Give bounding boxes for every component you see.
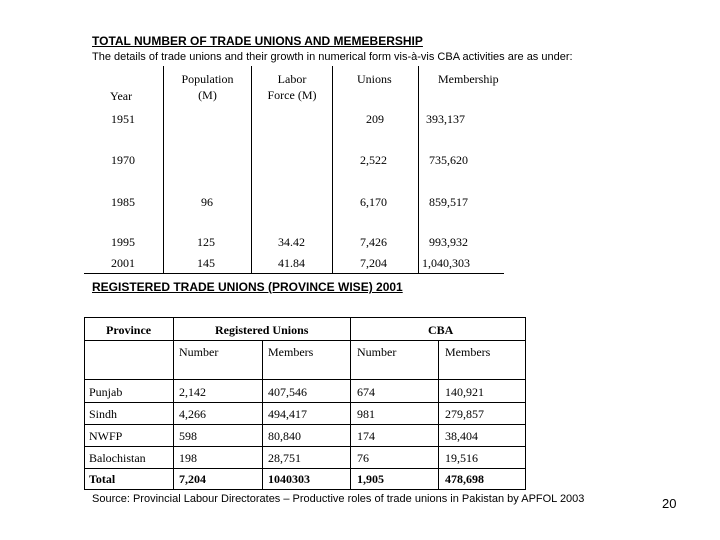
header-labor-line1: Labor	[277, 72, 307, 86]
cell-cba-members: 279,857	[445, 407, 484, 421]
cell-membership: 1,040,303	[422, 256, 470, 270]
header-population-line1: Population	[181, 72, 234, 86]
cell-population: 125	[197, 235, 215, 249]
cell-membership: 993,932	[429, 235, 468, 249]
table2-line	[84, 489, 526, 490]
cell-population: 96	[201, 195, 213, 209]
cell-cba-number: 981	[357, 407, 375, 421]
cell-year: 1951	[111, 112, 135, 126]
cell-reg-number: 2,142	[179, 385, 206, 399]
cell-cba-members: 140,921	[445, 385, 484, 399]
table2-line	[262, 340, 263, 490]
table2-line	[84, 379, 526, 380]
table2-line	[84, 340, 526, 341]
cell-cba-number: 174	[357, 429, 375, 443]
header-registered-unions: Registered Unions	[215, 323, 309, 337]
cell-reg-number: 4,266	[179, 407, 206, 421]
header-population	[164, 71, 251, 103]
cell-cba-members: 478,698	[445, 472, 484, 486]
table2-line	[173, 340, 174, 490]
cell-population: 145	[197, 256, 215, 270]
cell-unions: 7,204	[360, 256, 387, 270]
table2-line	[84, 468, 526, 469]
cell-year: 1985	[111, 195, 135, 209]
cell-membership: 859,517	[429, 195, 468, 209]
cell-cba-number: 674	[357, 385, 375, 399]
cell-reg-members: 494,417	[268, 407, 307, 421]
header-members: Members	[445, 345, 491, 359]
cell-cba-members: 38,404	[445, 429, 478, 443]
header-membership: Membership	[438, 72, 499, 86]
cell-reg-members: 407,546	[268, 385, 307, 399]
header-cba: CBA	[428, 323, 454, 337]
description-text: The details of trade unions and their growth in numerical form vis-à-vis CBA activities are as under:	[92, 51, 573, 63]
table2-line	[84, 424, 526, 425]
header-number: Number	[357, 345, 397, 359]
cell-reg-members: 28,751	[268, 451, 301, 465]
cell-cba-number: 76	[357, 451, 369, 465]
cell-year: 1970	[111, 153, 135, 167]
header-province: Province	[106, 323, 152, 337]
table2-line	[525, 340, 526, 490]
cell-province: Balochistan	[89, 451, 146, 465]
cell-cba-number: 1,905	[357, 472, 384, 486]
cell-reg-members: 80,840	[268, 429, 301, 443]
header-labor-line2: Force (M)	[267, 88, 317, 102]
header-members: Members	[268, 345, 314, 359]
table2-line	[84, 446, 526, 447]
table1-line	[418, 66, 419, 274]
cell-reg-members: 1040303	[268, 472, 310, 486]
cell-province: Sindh	[89, 407, 118, 421]
cell-province: NWFP	[89, 429, 123, 443]
cell-cba-members: 19,516	[445, 451, 478, 465]
source-note: Source: Provincial Labour Directorates – Productive roles of trade unions in Pakistan by APFOL 2003	[92, 493, 585, 505]
page-number: 20	[662, 496, 677, 511]
cell-year: 2001	[111, 256, 135, 270]
header-number: Number	[179, 345, 219, 359]
section-title: REGISTERED TRADE UNIONS (PROVINCE WISE) 2001	[92, 280, 403, 294]
header-year: Year	[110, 89, 133, 103]
table2-line	[84, 340, 85, 490]
cell-reg-number: 198	[179, 451, 197, 465]
cell-unions: 209	[366, 112, 384, 126]
page-title: TOTAL NUMBER OF TRADE UNIONS AND MEMEBERSHIP	[92, 34, 423, 48]
cell-labor: 34.42	[278, 235, 305, 249]
cell-unions: 6,170	[360, 195, 387, 209]
cell-reg-number: 7,204	[179, 472, 206, 486]
cell-membership: 735,620	[429, 153, 468, 167]
cell-unions: 7,426	[360, 235, 387, 249]
cell-reg-number: 598	[179, 429, 197, 443]
cell-membership: 393,137	[426, 112, 465, 126]
table2-line	[350, 340, 351, 490]
cell-year: 1995	[111, 235, 135, 249]
cell-labor: 41.84	[278, 256, 305, 270]
table1-line	[84, 273, 504, 274]
cell-unions: 2,522	[360, 153, 387, 167]
header-unions: Unions	[357, 72, 392, 86]
table2-line	[438, 340, 439, 490]
table2-line	[84, 402, 526, 403]
cell-province: Punjab	[89, 385, 123, 399]
header-population-line2: (M)	[198, 88, 217, 102]
cell-province: Total	[89, 472, 116, 486]
table1-line	[332, 66, 333, 274]
header-labor-force	[252, 71, 332, 103]
